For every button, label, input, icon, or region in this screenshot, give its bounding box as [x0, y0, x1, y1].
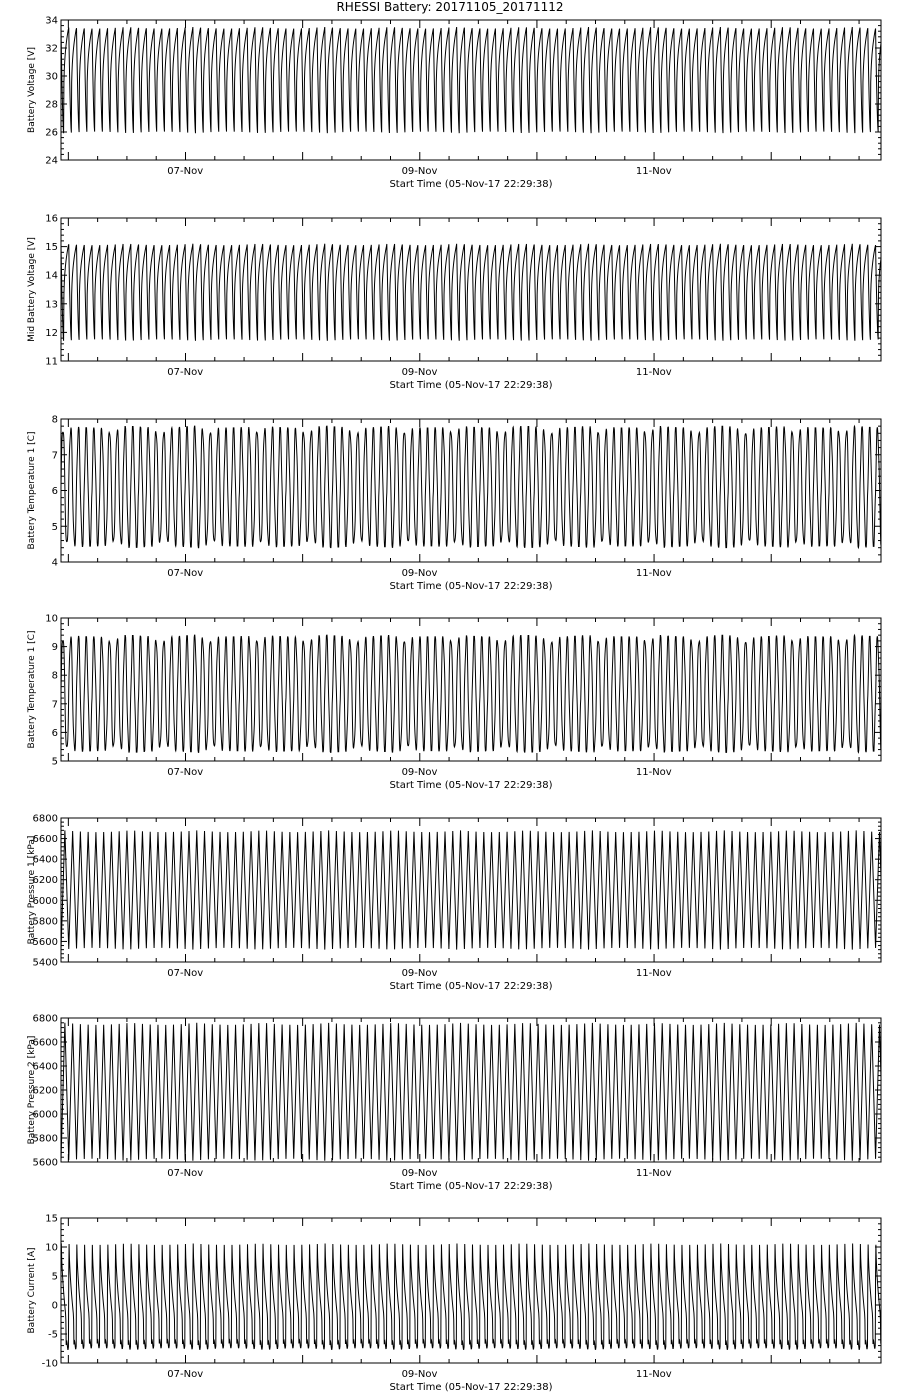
x-tick-label: 09-Nov	[401, 1369, 438, 1380]
y-tick-label: 13	[45, 299, 58, 311]
panel-2	[27, 214, 881, 392]
y-tick-label: 6000	[32, 1109, 58, 1121]
x-axis-label: Start Time (05-Nov-17 22:29:38)	[389, 981, 553, 992]
x-axis-label: Start Time (05-Nov-17 22:29:38)	[389, 1181, 553, 1192]
plot-frame	[61, 1218, 881, 1363]
figure-title: RHESSI Battery: 20171105_20171112	[336, 0, 564, 14]
x-axis-label: Start Time (05-Nov-17 22:29:38)	[389, 179, 553, 190]
y-tick-label: 6600	[32, 834, 58, 846]
y-tick-label: 6800	[32, 1013, 58, 1025]
series-line	[61, 244, 881, 341]
y-tick-label: 7	[51, 699, 58, 711]
y-axis-label: Battery Voltage [V]	[27, 47, 37, 133]
x-tick-label: 11-Nov	[635, 367, 672, 378]
y-tick-label: 28	[45, 99, 58, 111]
y-tick-label: 5	[51, 756, 58, 768]
x-axis-label: Start Time (05-Nov-17 22:29:38)	[389, 581, 553, 592]
series-line	[61, 1023, 881, 1161]
y-tick-label: 6400	[32, 854, 58, 866]
x-tick-label: 07-Nov	[167, 1369, 204, 1380]
y-axis-label: Battery Current [A]	[27, 1247, 37, 1334]
y-tick-label: 26	[45, 127, 58, 139]
y-tick-label: -5	[48, 1329, 58, 1341]
series-line	[61, 830, 881, 949]
y-tick-label: 5800	[32, 1133, 58, 1145]
panel-7	[27, 1214, 881, 1394]
series-line	[61, 426, 881, 548]
y-tick-label: 8	[51, 414, 58, 426]
x-tick-label: 11-Nov	[635, 968, 672, 979]
x-tick-label: 07-Nov	[167, 367, 204, 378]
series-line	[61, 635, 881, 752]
panel-5	[27, 814, 881, 993]
y-tick-label: 8	[51, 670, 58, 682]
y-tick-label: 24	[45, 155, 58, 167]
x-axis-label: Start Time (05-Nov-17 22:29:38)	[389, 380, 553, 391]
y-axis-label: Mid Battery Voltage [V]	[27, 237, 37, 342]
x-tick-label: 09-Nov	[401, 166, 438, 177]
y-tick-label: 16	[45, 213, 58, 225]
x-tick-label: 07-Nov	[167, 166, 204, 177]
y-tick-label: 10	[45, 613, 58, 625]
panel-6	[27, 1014, 881, 1193]
plot-frame	[61, 218, 881, 361]
x-tick-label: 09-Nov	[401, 1168, 438, 1179]
y-tick-label: 6200	[32, 875, 58, 887]
y-tick-label: 32	[45, 43, 58, 55]
x-tick-label: 07-Nov	[167, 767, 204, 778]
y-tick-label: 5600	[32, 936, 58, 948]
y-tick-label: 11	[45, 356, 58, 368]
panel-3	[27, 415, 881, 593]
y-tick-label: 6400	[32, 1061, 58, 1073]
y-tick-label: 5	[51, 521, 58, 533]
x-tick-label: 11-Nov	[635, 166, 672, 177]
panel-4	[27, 614, 881, 792]
y-tick-label: 34	[45, 15, 58, 27]
y-tick-label: 0	[51, 1300, 58, 1312]
y-tick-label: 12	[45, 327, 58, 339]
plot-frame	[61, 818, 881, 962]
y-tick-label: 9	[51, 642, 58, 654]
x-tick-label: 11-Nov	[635, 568, 672, 579]
series-line	[61, 1243, 881, 1349]
y-tick-label: 6	[51, 727, 58, 739]
x-axis-label: Start Time (05-Nov-17 22:29:38)	[389, 1382, 553, 1393]
y-tick-label: 5400	[32, 957, 58, 969]
y-tick-label: 7	[51, 450, 58, 462]
y-tick-label: 5600	[32, 1157, 58, 1169]
y-tick-label: 6600	[32, 1037, 58, 1049]
x-tick-label: 09-Nov	[401, 767, 438, 778]
panel-1	[27, 16, 881, 191]
x-axis-label: Start Time (05-Nov-17 22:29:38)	[389, 780, 553, 791]
y-tick-label: 15	[45, 242, 58, 254]
y-tick-label: 5	[51, 1271, 58, 1283]
y-axis-label: Battery Pressure 2 [kPa]	[27, 1035, 37, 1145]
y-tick-label: 6	[51, 486, 58, 497]
series-line	[61, 27, 881, 133]
y-axis-label: Battery Temperature 1 [C]	[27, 630, 37, 749]
plot-frame	[61, 1018, 881, 1162]
y-tick-label: 6000	[32, 895, 58, 907]
y-tick-label: 4	[51, 557, 58, 569]
x-tick-label: 09-Nov	[401, 968, 438, 979]
y-axis-label: Battery Temperature 1 [C]	[27, 431, 37, 550]
x-tick-label: 07-Nov	[167, 568, 204, 579]
y-tick-label: -10	[41, 1358, 58, 1370]
y-tick-label: 6800	[32, 813, 58, 825]
y-axis-label: Battery Pressure 1 [kPa]	[27, 835, 37, 945]
x-tick-label: 11-Nov	[635, 767, 672, 778]
x-tick-label: 11-Nov	[635, 1168, 672, 1179]
y-tick-label: 10	[45, 1242, 58, 1254]
x-tick-label: 07-Nov	[167, 1168, 204, 1179]
x-tick-label: 09-Nov	[401, 568, 438, 579]
x-tick-label: 11-Nov	[635, 1369, 672, 1380]
y-tick-label: 30	[45, 71, 58, 83]
y-tick-label: 14	[45, 270, 58, 282]
plot-frame	[61, 20, 881, 160]
y-tick-label: 6200	[32, 1085, 58, 1097]
x-tick-label: 07-Nov	[167, 968, 204, 979]
x-tick-label: 09-Nov	[401, 367, 438, 378]
y-tick-label: 15	[45, 1213, 58, 1225]
y-tick-label: 5800	[32, 916, 58, 928]
